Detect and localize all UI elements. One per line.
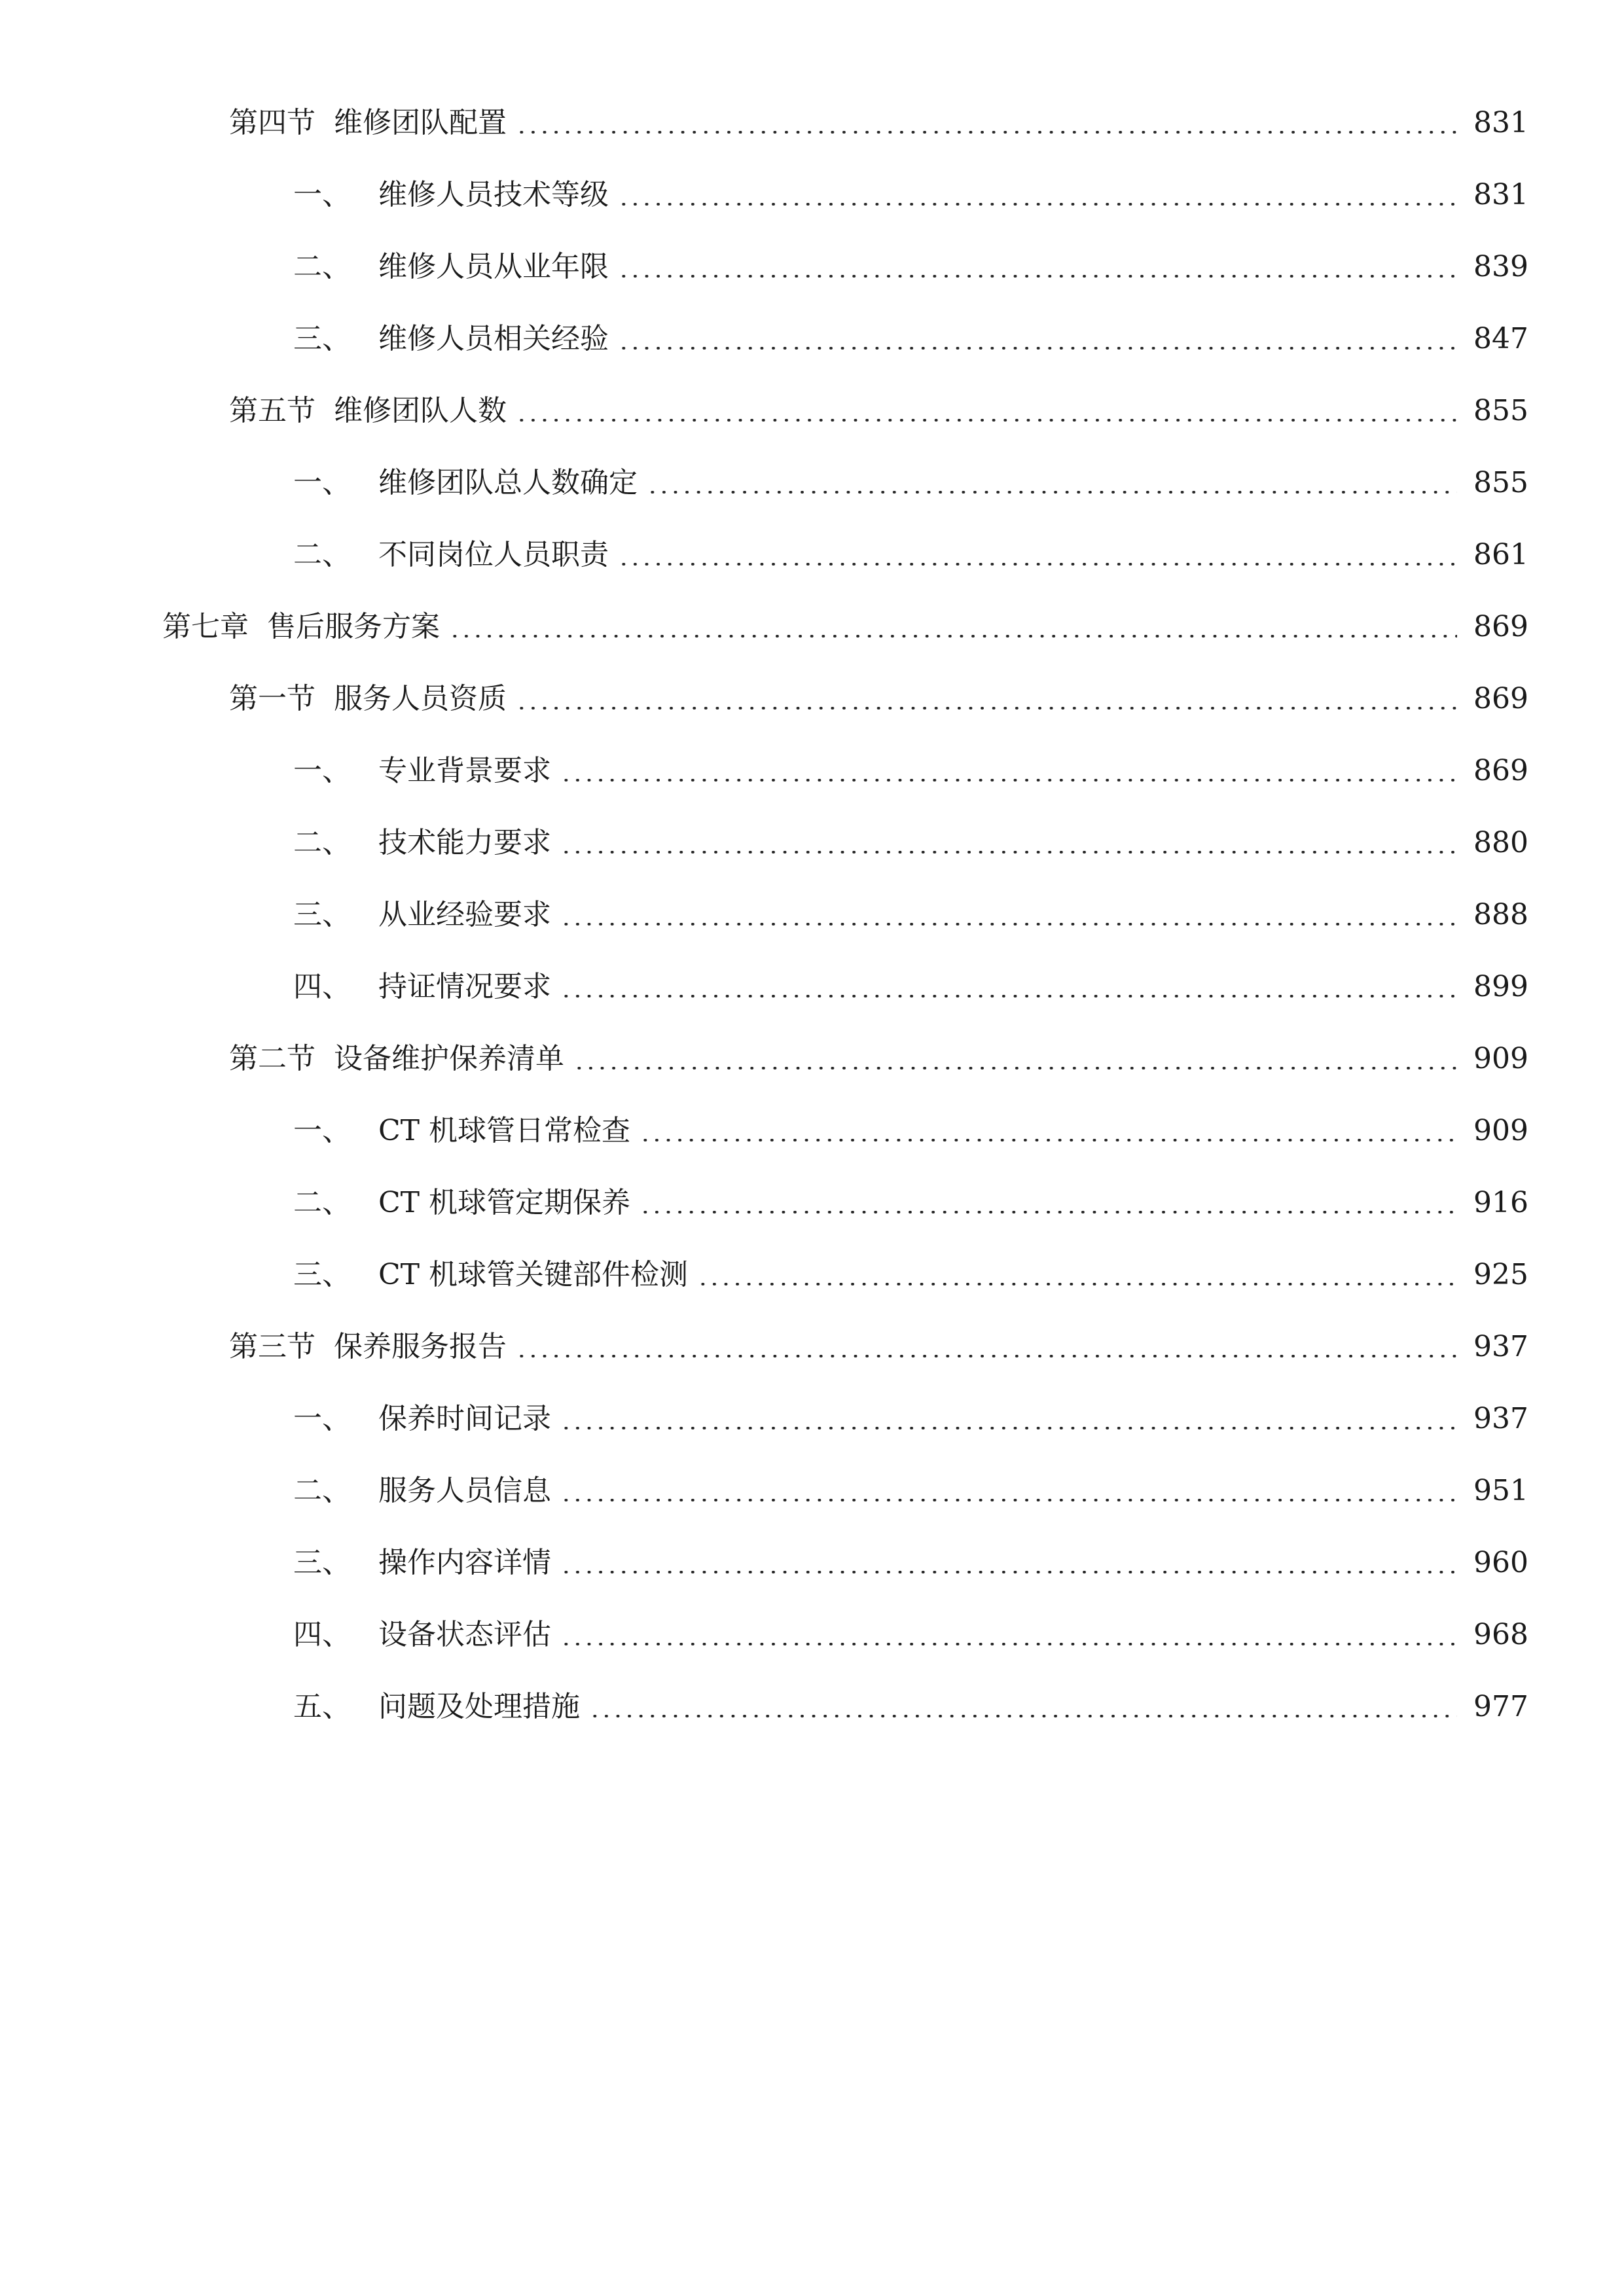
toc-entry-title: 技术能力要求 [378, 826, 551, 859]
toc-entry-title: 维修团队人数 [334, 394, 507, 427]
toc-entry[interactable] [0, 162, 1624, 215]
toc-entry-title: CT 机球管关键部件检测 [378, 1258, 688, 1291]
dot-leader [647, 491, 1457, 493]
toc-entry-page: 880 [1473, 826, 1528, 859]
toc-entry-number: 第二节 [229, 1042, 316, 1075]
dot-leader [573, 1067, 1457, 1069]
toc-entry-page: 831 [1473, 178, 1528, 211]
toc-entry-number: 四、 [293, 1618, 351, 1651]
toc-entry-title: 服务人员资质 [334, 682, 507, 715]
toc-entry-page: 909 [1473, 1042, 1528, 1075]
toc-entry[interactable] [0, 90, 1624, 143]
toc-entry-title: 设备维护保养清单 [334, 1042, 564, 1075]
toc-entry[interactable] [0, 1530, 1624, 1583]
dot-leader [560, 1427, 1457, 1429]
toc-entry-number: 一、 [293, 466, 351, 499]
toc-entry-number: 四、 [293, 970, 351, 1003]
dot-leader [697, 1283, 1457, 1285]
toc-entry[interactable] [0, 1242, 1624, 1295]
dot-leader [560, 851, 1457, 853]
dot-leader [560, 1499, 1457, 1501]
toc-entry-number: 一、 [293, 1402, 351, 1435]
toc-entry-title: 维修人员从业年限 [378, 250, 609, 283]
toc-entry-chapter[interactable] [0, 594, 1624, 647]
toc-entry[interactable] [0, 1098, 1624, 1151]
toc-entry[interactable] [0, 882, 1624, 935]
toc-entry-number: 三、 [293, 322, 351, 355]
toc-entry[interactable] [0, 234, 1624, 287]
toc-entry-page: 977 [1473, 1690, 1528, 1723]
toc-entry-page: 899 [1473, 970, 1528, 1003]
toc-entry-title: 操作内容详情 [378, 1546, 551, 1579]
toc-entry-title: 持证情况要求 [378, 970, 551, 1003]
dot-leader [516, 1355, 1457, 1357]
toc-entry-number: 二、 [293, 1474, 351, 1507]
toc-entry[interactable] [0, 810, 1624, 863]
dot-leader [560, 923, 1457, 925]
toc-entry-page: 888 [1473, 898, 1528, 931]
toc-entry-page: 839 [1473, 250, 1528, 283]
toc-entry-page: 937 [1473, 1330, 1528, 1363]
toc-entry-number: 五、 [293, 1690, 351, 1723]
toc-entry[interactable] [0, 1386, 1624, 1439]
toc-entry-title: 问题及处理措施 [378, 1690, 580, 1723]
dot-leader [516, 131, 1457, 134]
toc-entry-title: 从业经验要求 [378, 898, 551, 931]
toc-entry[interactable] [0, 666, 1624, 719]
toc-entry-number: 三、 [293, 1546, 351, 1579]
toc-entry-page: 951 [1473, 1474, 1528, 1507]
toc-entry-title: CT 机球管定期保养 [378, 1186, 630, 1219]
toc-entry-title: 维修团队配置 [334, 106, 507, 139]
toc-entry-title: 维修人员相关经验 [378, 322, 609, 355]
toc-entry-number: 第一节 [229, 682, 316, 715]
dot-leader [618, 203, 1457, 206]
toc-entry-page: 861 [1473, 538, 1528, 571]
toc-entry-page: 925 [1473, 1258, 1528, 1291]
toc-entry-title: 维修人员技术等级 [378, 178, 609, 211]
dot-leader [449, 635, 1457, 637]
toc-entry-title: 服务人员信息 [378, 1474, 551, 1507]
toc-entry-page: 916 [1473, 1186, 1528, 1219]
toc-entry[interactable] [0, 1026, 1624, 1079]
toc-entry[interactable] [0, 1602, 1624, 1655]
toc-entry-title: CT 机球管日常检查 [378, 1114, 630, 1147]
toc-entry-number: 第三节 [229, 1330, 316, 1363]
toc-entry-number: 一、 [293, 754, 351, 787]
toc-entry-title: 保养服务报告 [334, 1330, 507, 1363]
toc-entry[interactable] [0, 378, 1624, 431]
toc-entry[interactable] [0, 1314, 1624, 1367]
toc-entry-page: 968 [1473, 1618, 1528, 1651]
toc-entry-page: 855 [1473, 394, 1528, 427]
dot-leader [589, 1715, 1457, 1717]
toc-entry-number: 二、 [293, 826, 351, 859]
toc-entry-page: 869 [1473, 682, 1528, 715]
toc-entry-number: 一、 [293, 178, 351, 211]
dot-leader [560, 995, 1457, 997]
dot-leader [560, 779, 1457, 781]
toc-entry-title: 保养时间记录 [378, 1402, 551, 1435]
dot-leader [516, 707, 1457, 709]
toc-entry-number: 三、 [293, 898, 351, 931]
toc-entry-number: 一、 [293, 1114, 351, 1147]
toc-entry-number: 第五节 [229, 394, 316, 427]
toc-entry-title: 专业背景要求 [378, 754, 551, 787]
dot-leader [560, 1643, 1457, 1645]
dot-leader [640, 1139, 1457, 1141]
dot-leader [618, 563, 1457, 565]
toc-entry-page: 869 [1473, 610, 1528, 643]
toc-entry-page: 909 [1473, 1114, 1528, 1147]
toc-entry[interactable] [0, 1170, 1624, 1223]
toc-entry-page: 831 [1473, 106, 1528, 139]
toc-entry-number: 二、 [293, 250, 351, 283]
dot-leader [560, 1571, 1457, 1573]
toc-entry-title: 售后服务方案 [267, 610, 440, 643]
toc-entry-page: 855 [1473, 466, 1528, 499]
toc-entry-page: 847 [1473, 322, 1528, 355]
toc-entry-title: 维修团队总人数确定 [378, 466, 638, 499]
toc-entry-page: 937 [1473, 1402, 1528, 1435]
toc-entry[interactable] [0, 738, 1624, 791]
toc-entry-page: 869 [1473, 754, 1528, 787]
toc-entry[interactable] [0, 522, 1624, 575]
toc-entry-number: 第四节 [229, 106, 316, 139]
toc-entry[interactable] [0, 450, 1624, 503]
dot-leader [516, 419, 1457, 422]
toc-entry-number: 第七章 [162, 610, 249, 643]
toc-entry-title: 不同岗位人员职责 [378, 538, 609, 571]
toc-entry-number: 二、 [293, 538, 351, 571]
toc-entry-number: 二、 [293, 1186, 351, 1219]
toc-entry[interactable] [0, 954, 1624, 1007]
dot-leader [618, 347, 1457, 350]
toc-entry-page: 960 [1473, 1546, 1528, 1579]
toc-entry[interactable] [0, 1674, 1624, 1727]
toc-entry[interactable] [0, 1458, 1624, 1511]
toc-entry[interactable] [0, 306, 1624, 359]
dot-leader [618, 275, 1457, 278]
dot-leader [640, 1211, 1457, 1213]
toc-entry-title: 设备状态评估 [378, 1618, 551, 1651]
toc-entry-number: 三、 [293, 1258, 351, 1291]
